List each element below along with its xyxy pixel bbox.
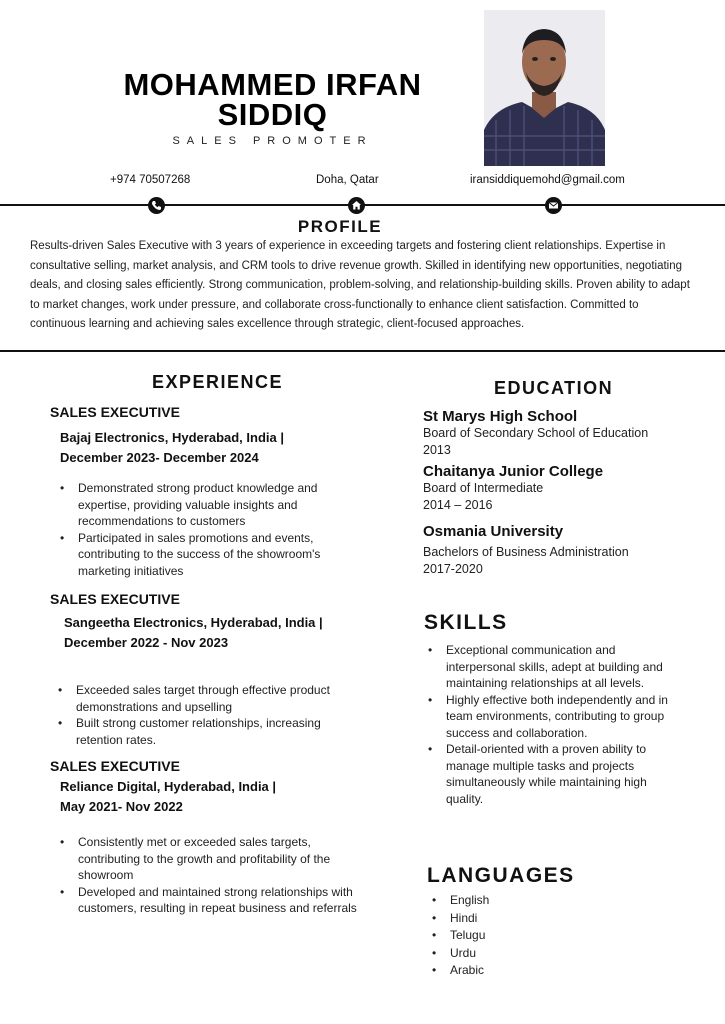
list-item: • Detail-oriented with a proven ability to manage multiple tasks and projects simultaneously while maintaining high quality. <box>428 741 683 807</box>
list-item: • Highly effective both independently and in team environments, contributing to group success and collaboration. <box>428 692 683 742</box>
education-item-1 <box>423 408 713 459</box>
school-board: Board of Intermediate <box>423 481 544 495</box>
list-item: • Telugu <box>432 927 632 945</box>
job-1-title: SALES EXECUTIVE <box>50 404 180 420</box>
list-item: • Hindi <box>432 910 632 928</box>
contact-phone: +974 70507268 <box>110 174 191 186</box>
job-3-dates: May 2021- Nov 2022 <box>60 799 183 814</box>
mail-icon <box>545 197 562 214</box>
list-item: • Built strong customer relationships, increasing retention rates. <box>58 715 363 748</box>
job-1-company-line: Bajaj Electronics, Hyderabad, India | <box>60 430 284 445</box>
job-1-company <box>60 428 284 468</box>
phone-icon <box>148 197 165 214</box>
contact-email[interactable]: iransiddiquemohd@gmail.com <box>470 174 625 186</box>
list-item: • Developed and maintained strong relationships with customers, resulting in repeat business and referrals <box>60 884 360 917</box>
school-board: Board of Secondary School of Education <box>423 426 649 440</box>
list-item: • Consistently met or exceeded sales targets, contributing to the growth and profitability of the showroom <box>60 834 360 884</box>
list-item: • Demonstrated strong product knowledge and expertise, providing valuable insights and recommendations to customers <box>60 480 360 530</box>
profile-text: Results-driven Sales Executive with 3 years of experience in exceeding targets and fostering client relationships. Expertise in consultative selling, market analysis, and CRM tools to drive revenue growth. Skilled in identifying new opportunities, negotiating deals, and closing sales efficiently. Strong communication, problem-solving, and relationship-building skills. Proven ability to adapt to market changes, work under pressure, and collaborate cross-functionally to enhance client satisfaction. Committed to continuous learning and achieving sales excellence through strategic, client-focused approaches. <box>30 240 690 330</box>
school-name: Chaitanya Junior College <box>423 463 604 480</box>
list-item: • Participated in sales promotions and events, contributing to the success of the showroom's marketing initiatives <box>60 530 360 580</box>
education-item-2 <box>423 463 713 514</box>
job-2-bullets <box>58 682 363 748</box>
languages-list <box>432 892 632 980</box>
profile-heading: PROFILE <box>297 217 383 236</box>
education-heading: EDUCATION <box>494 378 614 398</box>
experience-heading: EXPERIENCE <box>152 372 284 392</box>
skills-list <box>428 642 683 807</box>
job-3-company <box>60 777 276 817</box>
job-1-dates: December 2023- December 2024 <box>60 450 259 465</box>
school-year: 2017-2020 <box>423 562 483 576</box>
job-2-company <box>64 613 323 653</box>
list-item: • English <box>432 892 632 910</box>
list-item: • Exceeded sales target through effective product demonstrations and upselling <box>58 682 363 715</box>
job-2-dates: December 2022 - Nov 2023 <box>64 635 229 650</box>
job-2-title: SALES EXECUTIVE <box>50 591 180 607</box>
list-item: • Urdu <box>432 945 632 963</box>
job-2-company-line: Sangeetha Electronics, Hyderabad, India | <box>64 615 323 630</box>
skills-heading: SKILLS <box>424 611 508 634</box>
contact-location: Doha, Qatar <box>316 174 379 186</box>
job-1-bullets <box>60 480 360 579</box>
job-3-company-line: Reliance Digital, Hyderabad, India | <box>60 779 277 794</box>
school-name: Osmania University <box>423 523 564 540</box>
profile-photo <box>484 10 605 166</box>
home-icon <box>348 197 365 214</box>
job-3-title: SALES EXECUTIVE <box>50 758 180 774</box>
languages-heading: LANGUAGES <box>427 864 575 887</box>
candidate-name <box>0 67 545 132</box>
job-title-header: SALES PROMOTER <box>172 135 373 147</box>
name-line-1: MOHAMMED IRFAN <box>123 67 422 102</box>
profile-divider <box>0 350 725 352</box>
list-item: • Arabic <box>432 962 632 980</box>
school-year: 2014 – 2016 <box>423 498 493 512</box>
school-degree: Bachelors of Business Administration <box>423 545 629 559</box>
school-year: 2013 <box>423 443 451 457</box>
school-name: St Marys High School <box>423 408 578 425</box>
list-item: • Exceptional communication and interpersonal skills, adept at building and maintaining relationships at all levels. <box>428 642 683 692</box>
name-line-2: SIDDIQ <box>217 97 328 132</box>
job-3-bullets <box>60 834 360 917</box>
education-item-3 <box>423 523 713 578</box>
